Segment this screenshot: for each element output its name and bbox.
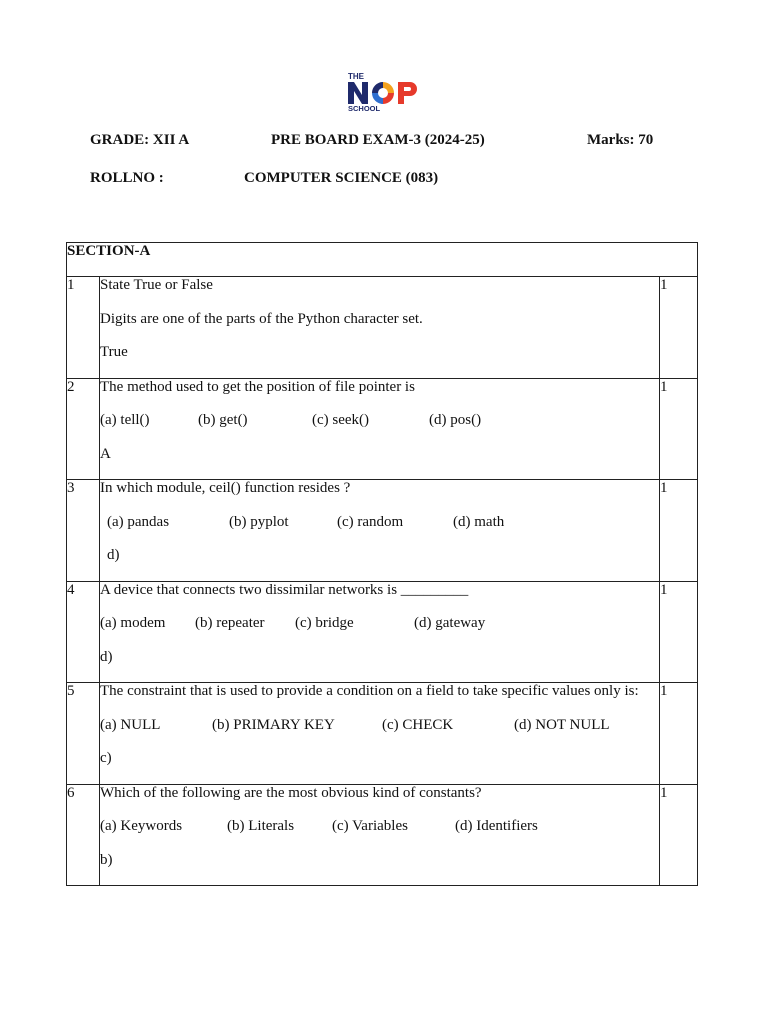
question-number: 1 xyxy=(67,277,75,293)
question-text: The constraint that is used to provide a condition on a field to take specific values only is: xyxy=(100,683,639,699)
option-d: (d) gateway xyxy=(414,615,486,631)
question-text: Which of the following are the most obvious kind of constants? xyxy=(100,784,482,801)
svg-text:THE: THE xyxy=(348,72,364,81)
question-marks: 1 xyxy=(660,784,668,801)
question-row xyxy=(67,784,698,886)
question-marks: 1 xyxy=(660,378,668,395)
option-a: (a) modem xyxy=(100,615,166,631)
option-a: (a) Keywords xyxy=(100,818,183,834)
options-line xyxy=(100,818,659,852)
answer-text: d) xyxy=(107,547,120,563)
option-c: (c) Variables xyxy=(332,818,408,834)
option-d: (d) pos() xyxy=(429,412,482,428)
option-a: (a) tell() xyxy=(100,412,150,428)
question-marks: 1 xyxy=(660,277,668,293)
question-text: State True or False xyxy=(100,277,213,293)
question-row xyxy=(67,683,698,785)
options-line xyxy=(100,615,659,649)
question-row xyxy=(67,277,698,379)
question-row xyxy=(67,480,698,582)
grade-label: GRADE: XII A xyxy=(90,132,190,148)
answer-text: c) xyxy=(100,750,112,766)
section-heading: SECTION-A xyxy=(67,243,698,277)
answer-text: True xyxy=(100,344,128,360)
question-table xyxy=(66,242,698,886)
options-line xyxy=(100,514,659,548)
option-c: (c) random xyxy=(337,513,404,530)
question-marks: 1 xyxy=(660,581,668,598)
question-marks: 1 xyxy=(660,480,668,496)
question-text: In which module, ceil() function resides ? xyxy=(100,480,351,496)
options-line xyxy=(100,412,659,446)
option-a: (a) NULL xyxy=(100,716,161,733)
svg-text:SCHOOL: SCHOOL xyxy=(348,104,381,112)
question-text: The method used to get the position of file pointer is xyxy=(100,378,415,395)
question-number: 6 xyxy=(67,784,75,801)
option-b: (b) repeater xyxy=(195,615,265,631)
question-text: A device that connects two dissimilar networks is _________ xyxy=(100,581,469,598)
rollno-label: ROLLNO : xyxy=(90,170,164,186)
option-d: (d) Identifiers xyxy=(455,818,538,834)
question-number: 4 xyxy=(67,581,75,598)
option-b: (b) Literals xyxy=(227,818,295,834)
question-marks: 1 xyxy=(660,683,668,699)
answer-text: b) xyxy=(100,851,113,868)
answer-text: A xyxy=(100,445,111,462)
question-row xyxy=(67,581,698,683)
option-b: (b) PRIMARY KEY xyxy=(212,716,335,733)
question-row xyxy=(67,378,698,480)
option-c: (c) seek() xyxy=(312,412,370,428)
subject-title: COMPUTER SCIENCE (083) xyxy=(244,170,439,186)
option-a: (a) pandas xyxy=(107,513,170,530)
option-d: (d) NOT NULL xyxy=(514,716,610,733)
answer-text: d) xyxy=(100,648,113,665)
total-marks: Marks: 70 xyxy=(587,132,654,148)
option-b: (b) pyplot xyxy=(229,513,289,530)
option-c: (c) bridge xyxy=(295,615,354,631)
question-number: 5 xyxy=(67,683,75,699)
option-d: (d) math xyxy=(453,513,505,530)
question-number: 2 xyxy=(67,378,75,395)
question-statement: Digits are one of the parts of the Python character set. xyxy=(100,310,423,327)
question-number: 3 xyxy=(67,480,75,496)
option-b: (b) get() xyxy=(198,412,248,428)
options-line xyxy=(100,717,659,751)
option-c: (c) CHECK xyxy=(382,716,454,733)
school-logo xyxy=(346,70,422,112)
exam-title: PRE BOARD EXAM-3 (2024-25) xyxy=(271,132,485,148)
